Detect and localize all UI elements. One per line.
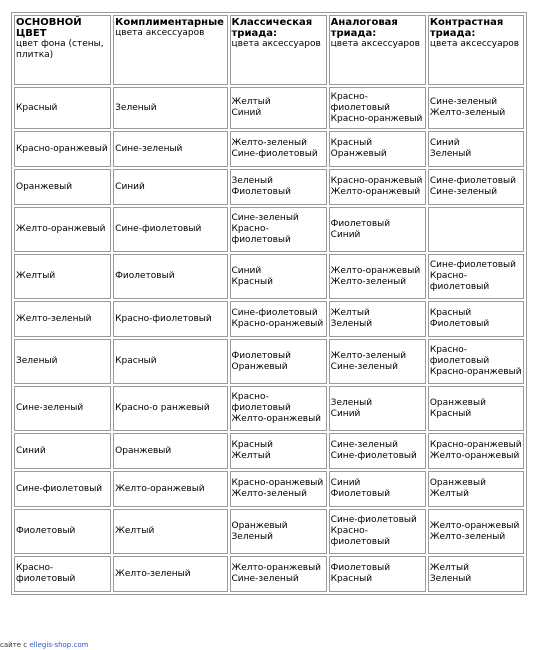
color-name: Желто-оранжевый — [231, 563, 322, 573]
cell-base-color: Желто-зеленый — [14, 301, 111, 337]
source-link[interactable]: ellegis-shop.com — [29, 641, 89, 649]
color-name: Желто-зеленый — [231, 138, 307, 148]
table-row — [14, 207, 524, 252]
color-name: Желтый — [330, 308, 370, 318]
cell-classic-triad — [230, 301, 327, 337]
color-name: Красно-оранжевый — [231, 478, 324, 488]
color-name: Красно-фиолетовый — [231, 392, 291, 413]
color-name: Сине-зеленый — [330, 361, 398, 372]
color-name: Желтый — [429, 563, 470, 573]
cell-contrast-triad — [428, 301, 524, 337]
cell-analog-triad — [329, 471, 426, 507]
color-name: Красно-фиолетовый — [429, 345, 490, 366]
color-name: Фиолетовый — [330, 218, 391, 229]
color-name: Сине-фиолетовый — [231, 149, 318, 159]
table-row — [14, 169, 524, 205]
color-combination-table — [11, 12, 527, 595]
color-name: Красный — [429, 408, 472, 419]
cell-contrast-triad — [428, 509, 524, 554]
cell-base-color: Зеленый — [14, 339, 111, 384]
cell-base-color: Желтый — [14, 254, 111, 299]
cell-base-color: Сине-зеленый — [14, 386, 111, 431]
cell-complementary: Желто-оранжевый — [113, 471, 227, 507]
color-name: Сине-зеленый — [231, 213, 299, 223]
color-name: Синий — [231, 108, 262, 118]
color-name: Красно-фиолетовый — [330, 526, 391, 547]
color-name: Сине-зеленый — [231, 574, 299, 584]
cell-classic-triad — [230, 169, 327, 205]
color-name: Желто-зеленый — [429, 531, 506, 542]
color-name: Фиолетовый — [330, 563, 391, 573]
header-title: Аналоговая триада: — [330, 17, 398, 39]
cell-classic-triad — [230, 87, 327, 129]
color-name: Зеленый — [429, 574, 472, 584]
cell-complementary: Оранжевый — [113, 433, 227, 469]
color-name: Зеленый — [330, 319, 373, 329]
header-title: Классическая триада: — [231, 17, 313, 39]
cell-classic-triad — [230, 339, 327, 384]
color-name: Желто-зеленый — [330, 350, 407, 361]
table-body — [14, 87, 524, 592]
color-name: Желто-оранжевый — [429, 520, 520, 531]
cell-base-color: Желто-оранжевый — [14, 207, 111, 252]
color-name: Желтый — [429, 489, 470, 499]
header-title: Контрастная триада: — [429, 17, 504, 39]
table-row — [14, 87, 524, 129]
cell-analog-triad — [329, 169, 426, 205]
color-name: Сине-зеленый — [330, 440, 398, 450]
table-header-row — [14, 15, 524, 85]
table-row — [14, 509, 524, 554]
cell-classic-triad — [230, 509, 327, 554]
cell-classic-triad — [230, 556, 327, 592]
header-base-color — [14, 15, 111, 85]
cell-classic-triad — [230, 254, 327, 299]
color-name: Синий — [330, 408, 361, 419]
header-subtitle: цвета аксессуаров — [231, 39, 321, 49]
header-title: Комплиментарные — [115, 17, 224, 28]
cell-contrast-triad — [428, 339, 524, 384]
cell-contrast-triad — [428, 169, 524, 205]
cell-complementary: Зеленый — [113, 87, 227, 129]
color-name: Желто-зеленый — [231, 489, 307, 499]
color-name: Желто-оранжевый — [429, 451, 520, 461]
color-name: Фиолетовый — [429, 319, 490, 329]
color-name: Красный — [330, 574, 373, 584]
color-name: Желто-оранжевый — [330, 265, 421, 276]
table-row — [14, 339, 524, 384]
color-name: Оранжевый — [429, 478, 486, 488]
cell-classic-triad — [230, 433, 327, 469]
cell-complementary: Сине-фиолетовый — [113, 207, 227, 252]
color-name: Оранжевый — [429, 397, 486, 408]
source-prefix: сайте с — [0, 641, 30, 649]
cell-analog-triad — [329, 509, 426, 554]
color-name: Сине-фиолетовый — [429, 260, 516, 270]
color-name: Красно-фиолетовый — [429, 271, 490, 292]
cell-contrast-triad — [428, 254, 524, 299]
cell-analog-triad — [329, 339, 426, 384]
color-name: Сине-фиолетовый — [231, 308, 318, 318]
color-name: Оранжевый — [231, 520, 288, 531]
cell-complementary: Фиолетовый — [113, 254, 227, 299]
cell-classic-triad — [230, 131, 327, 167]
cell-contrast-triad — [428, 433, 524, 469]
cell-contrast-triad — [428, 207, 524, 252]
cell-complementary: Желтый — [113, 509, 227, 554]
cell-base-color: Сине-фиолетовый — [14, 471, 111, 507]
header-contrast-triad — [428, 15, 524, 85]
color-name: Зеленый — [429, 149, 472, 159]
color-name: Сине-фиолетовый — [330, 451, 417, 461]
color-name: Красный — [231, 276, 273, 287]
cell-classic-triad — [230, 386, 327, 431]
cell-analog-triad — [329, 131, 426, 167]
color-combination-table-wrapper — [11, 12, 527, 595]
cell-complementary: Синий — [113, 169, 227, 205]
color-name: Желто-оранжевый — [330, 187, 421, 197]
cell-contrast-triad — [428, 386, 524, 431]
cell-complementary: Красно-о ранжевый — [113, 386, 227, 431]
header-title: ОСНОВНОЙ ЦВЕТ — [16, 17, 82, 39]
cell-base-color: Синий — [14, 433, 111, 469]
cell-classic-triad — [230, 207, 327, 252]
color-name: Синий — [330, 229, 361, 240]
color-name: Фиолетовый — [330, 489, 391, 499]
cell-complementary: Сине-зеленый — [113, 131, 227, 167]
cell-complementary: Красно-фиолетовый — [113, 301, 227, 337]
color-name: Синий — [231, 265, 262, 276]
color-name: Сине-зеленый — [429, 97, 498, 107]
color-name: Зеленый — [330, 397, 373, 408]
header-subtitle: цвет фона (стены, плитка) — [16, 39, 104, 60]
cell-analog-triad — [329, 301, 426, 337]
color-name: Фиолетовый — [231, 350, 291, 361]
cell-analog-triad — [329, 386, 426, 431]
color-name: Красно-оранжевый — [429, 367, 522, 377]
color-name: Красно-оранжевый — [330, 113, 423, 124]
table-row — [14, 386, 524, 431]
color-name: Синий — [429, 138, 460, 148]
header-subtitle: цвета аксессуаров — [330, 39, 420, 49]
cell-base-color: Фиолетовый — [14, 509, 111, 554]
cell-analog-triad — [329, 87, 426, 129]
header-analog-triad — [329, 15, 426, 85]
table-row — [14, 131, 524, 167]
cell-contrast-triad — [428, 131, 524, 167]
color-name: Красно-оранжевый — [429, 440, 522, 450]
color-name: Желто-зеленый — [330, 276, 407, 287]
cell-analog-triad — [329, 556, 426, 592]
cell-base-color: Красно-оранжевый — [14, 131, 111, 167]
color-name: Зеленый — [231, 176, 273, 186]
color-name: Оранжевый — [330, 149, 387, 159]
header-classic-triad — [230, 15, 327, 85]
color-name: Красный — [429, 308, 472, 318]
cell-analog-triad — [329, 207, 426, 252]
color-name: Желтый — [231, 97, 271, 107]
color-name: Сине-фиолетовый — [330, 515, 417, 525]
header-complementary — [113, 15, 227, 85]
color-name: Сине-фиолетовый — [429, 176, 516, 186]
color-name: Красно-оранжевый — [330, 176, 423, 186]
color-name: Оранжевый — [231, 361, 288, 372]
color-name: Красный — [330, 138, 373, 148]
color-name: Зеленый — [231, 531, 273, 542]
header-subtitle: цвета аксессуаров — [115, 28, 205, 38]
header-subtitle: цвета аксессуаров — [429, 39, 520, 49]
color-name: Сине-зеленый — [429, 187, 498, 197]
cell-contrast-triad — [428, 556, 524, 592]
cell-complementary: Желто-зеленый — [113, 556, 227, 592]
table-row — [14, 556, 524, 592]
color-name: Красный — [231, 440, 273, 450]
cell-base-color: Красный — [14, 87, 111, 129]
color-name: Красно-фиолетовый — [330, 91, 391, 113]
cell-complementary: Красный — [113, 339, 227, 384]
cell-contrast-triad — [428, 471, 524, 507]
table-row — [14, 301, 524, 337]
color-name: Красно-фиолетовый — [231, 224, 291, 245]
cell-classic-triad — [230, 471, 327, 507]
color-name: Красно-оранжевый — [231, 319, 324, 329]
color-name: Желто-оранжевый — [231, 414, 322, 424]
table-row — [14, 471, 524, 507]
cell-base-color: Оранжевый — [14, 169, 111, 205]
color-name: Фиолетовый — [231, 187, 291, 197]
color-name: Желто-зеленый — [429, 108, 506, 118]
color-name: Желтый — [231, 451, 271, 461]
cell-base-color: Красно-фиолетовый — [14, 556, 111, 592]
cell-analog-triad — [329, 433, 426, 469]
color-name: Синий — [330, 478, 361, 488]
table-row — [14, 433, 524, 469]
table-row — [14, 254, 524, 299]
source-caption — [0, 641, 88, 650]
cell-analog-triad — [329, 254, 426, 299]
cell-contrast-triad — [428, 87, 524, 129]
